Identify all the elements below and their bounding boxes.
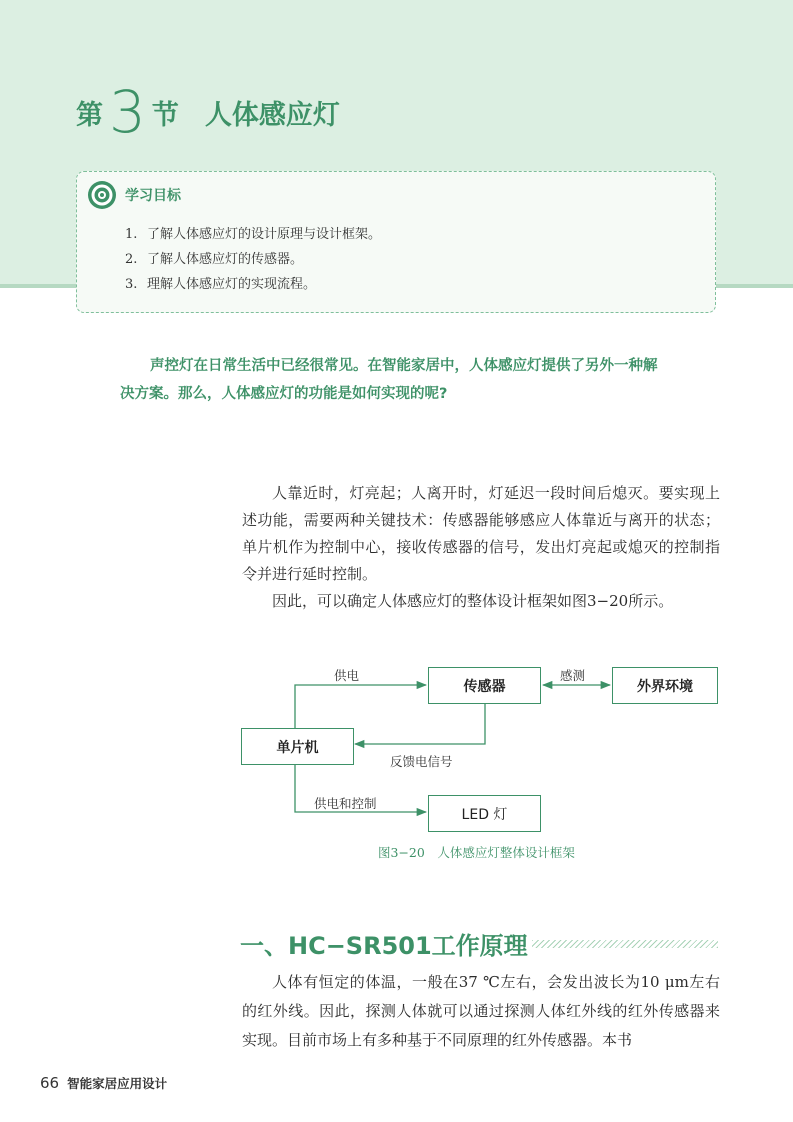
goal-text: 理解人体感应灯的实现流程。 xyxy=(147,277,317,292)
body-text xyxy=(242,480,720,615)
body-paragraph: 人靠近时，灯亮起；人离开时，灯延迟一段时间后熄灭。要实现上述功能，需要两种关键技术：传感器能够感应人体靠近与离开的状态；单片机作为控制中心，接收传感器的信号，发出灯亮起或熄灭的控制指令并进行延时控制。 xyxy=(242,484,720,583)
mcu-node: 单片机 xyxy=(241,728,354,765)
feedback-arrow xyxy=(355,703,485,744)
body-text-2 xyxy=(242,968,720,1055)
learning-goals-box xyxy=(76,171,716,313)
goal-text: 了解人体感应灯的传感器。 xyxy=(147,252,304,267)
goal-number: 2. xyxy=(125,252,138,267)
goal-text: 了解人体感应灯的设计原理与设计框架。 xyxy=(147,227,382,242)
learning-goals-label: 学习目标 xyxy=(125,188,181,204)
power-control-label: 供电和控制 xyxy=(314,796,377,811)
sense-label: 感测 xyxy=(560,668,586,683)
goal-item xyxy=(125,272,381,297)
body-paragraph: 因此，可以确定人体感应灯的整体设计框架如图3−20所示。 xyxy=(272,592,674,610)
body-paragraph: 人体有恒定的体温，一般在37 ℃左右，会发出波长为10 μm左右的红外线。因此，探测人体就可以通过探测人体红外线的红外传感器来实现。目前市场上有多种基于不同原理的红外传感器。本书 xyxy=(242,973,720,1049)
goal-number: 3. xyxy=(125,277,138,292)
environment-node: 外界环境 xyxy=(612,667,718,704)
book-title: 智能家居应用设计 xyxy=(67,1076,168,1091)
section-suffix: 节 xyxy=(151,99,179,131)
section-prefix: 第 xyxy=(76,99,103,131)
intro-line-1: 声控灯在日常生活中已经很常见。在智能家居中，人体感应灯提供了另外一种解 xyxy=(150,358,658,374)
sensor-node: 传感器 xyxy=(428,667,541,704)
intro-text xyxy=(120,352,680,408)
intro-line-2: 决方案。那么，人体感应灯的功能是如何实现的呢? xyxy=(120,386,448,402)
feedback-label: 反馈电信号 xyxy=(390,754,453,769)
goal-item xyxy=(125,247,381,272)
section-title xyxy=(76,72,340,152)
section-number: 3 xyxy=(109,78,144,146)
design-framework-diagram xyxy=(238,660,724,840)
target-icon xyxy=(87,180,117,210)
learning-goals-list xyxy=(125,222,381,297)
power-label: 供电 xyxy=(334,668,360,683)
led-node: LED 灯 xyxy=(428,795,541,832)
section-name: 人体感应灯 xyxy=(204,99,340,131)
page-footer xyxy=(40,1074,167,1092)
power-arrow xyxy=(295,685,426,730)
figure-caption: 图3−20 人体感应灯整体设计框架 xyxy=(378,845,575,860)
page-number: 66 xyxy=(40,1074,60,1092)
goal-number: 1. xyxy=(125,227,138,242)
heading-decoration xyxy=(532,940,718,948)
goal-item xyxy=(125,222,381,247)
heading-hc-sr501: 一、HC−SR501工作原理 xyxy=(240,931,528,960)
